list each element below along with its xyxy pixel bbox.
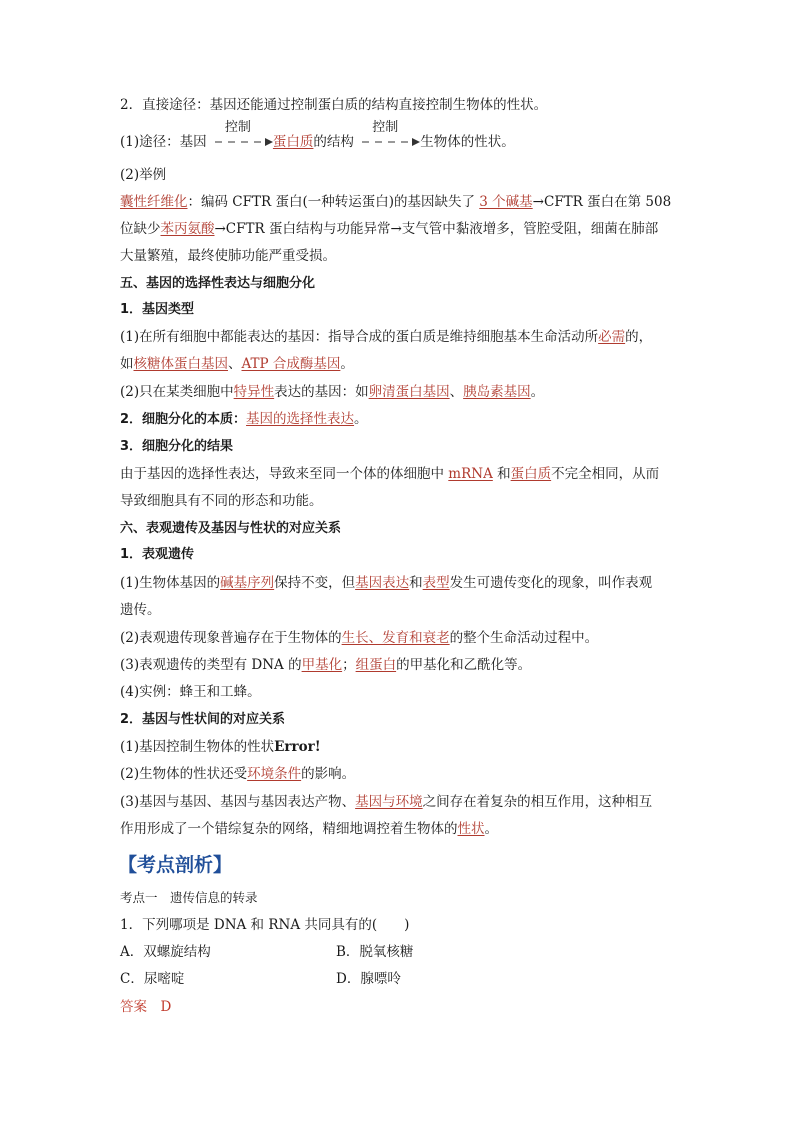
option-d: D．腺嘌呤 — [336, 971, 401, 987]
dashed-arrow-1: 控制 — [211, 133, 273, 151]
section-5-title: 五、基因的选择性表达与细胞分化 — [120, 276, 316, 291]
s6-p3: (3)表观遗传的类型有 DNA 的甲基化；组蛋白的甲基化和乙酰化等。 — [120, 657, 532, 673]
s5-result-line2: 导致细胞具有不同的形态和功能。 — [120, 493, 323, 509]
s6-q3-line2: 作用形成了一个错综复杂的网络，精细地调控着生物体的性状。 — [120, 821, 498, 837]
cf-line-3: 大量繁殖，最终使肺功能严重受损。 — [120, 248, 336, 264]
s6-q3-line1: (3)基因与基因、基因与基因表达产物、基因与环境之间存在着复杂的相互作用，这种相互 — [120, 794, 653, 810]
s5-p2: (2)只在某类细胞中特异性表达的基因：如卵清蛋白基因、胰岛素基因。 — [120, 384, 545, 400]
s5-result-heading: 3．细胞分化的结果 — [120, 439, 234, 454]
s6-epigenetics-heading: 1．表观遗传 — [120, 547, 195, 562]
direct-pathway-heading: 2．直接途径：基因还能通过控制蛋白质的结构直接控制生物体的性状。 — [120, 97, 548, 113]
s6-p2: (2)表观遗传现象普遍存在于生物体的生长、发育和衰老的整个生命活动过程中。 — [120, 630, 599, 646]
analysis-section-title: 【考点剖析】 — [118, 854, 233, 876]
option-b: B．脱氧核糖 — [336, 944, 414, 960]
example-heading: (2)举例 — [120, 167, 167, 183]
option-a: A．双螺旋结构 — [120, 944, 211, 960]
s6-p4: (4)实例：蜂王和工蜂。 — [120, 684, 261, 700]
s6-q2: (2)生物体的性状还受环境条件的影响。 — [120, 766, 356, 782]
option-c: C．尿嘧啶 — [120, 971, 185, 987]
exam-point-label: 考点一 遗传信息的转录 — [120, 890, 258, 905]
arrow-right-icon — [211, 137, 273, 147]
s5-p1-line2: 如核糖体蛋白基因、ATP 合成酶基因。 — [120, 356, 354, 372]
dashed-arrow-2: 控制 — [358, 133, 420, 151]
s5-gene-types-heading: 1．基因类型 — [120, 302, 195, 317]
s6-relation-heading: 2．基因与性状间的对应关系 — [120, 712, 286, 727]
s5-essence: 2．细胞分化的本质：基因的选择性表达。 — [120, 411, 368, 427]
s5-result-line1: 由于基因的选择性表达，导致来至同一个体的体细胞中 mRNA 和蛋白质不完全相同，从而 — [120, 466, 660, 482]
pathway-line: (1)途径：基因 控制 蛋白质的结构 控制 生物体的性状。 — [120, 120, 515, 150]
cf-line-1: 囊性纤维化：编码 CFTR 蛋白(一种转运蛋白)的基因缺失了 3 个碱基→CFTR 蛋白在第 508 — [120, 194, 672, 210]
s5-p1-line1: (1)在所有细胞中都能表达的基因：指导合成的蛋白质是维持细胞基本生命活动所必需的， — [120, 329, 653, 345]
arrow-right-icon — [358, 137, 420, 147]
s6-q1: (1)基因控制生物体的性状Error! — [120, 739, 321, 755]
question-1: 1．下列哪项是 DNA 和 RNA 共同具有的( ) — [120, 917, 410, 933]
s6-p1-line2: 遗传。 — [120, 602, 161, 618]
s6-p1-line1: (1)生物体基因的碱基序列保持不变，但基因表达和表型发生可遗传变化的现象，叫作表观 — [120, 575, 653, 591]
options-row-1 — [120, 943, 520, 961]
cf-line-2: 位缺少苯丙氨酸→CFTR 蛋白结构与功能异常→支气管中黏液增多，管腔受阻，细菌在肺部 — [120, 221, 659, 237]
options-row-2 — [120, 970, 520, 988]
section-6-title: 六、表观遗传及基因与性状的对应关系 — [120, 521, 342, 536]
answer: 答案 D — [120, 999, 172, 1015]
